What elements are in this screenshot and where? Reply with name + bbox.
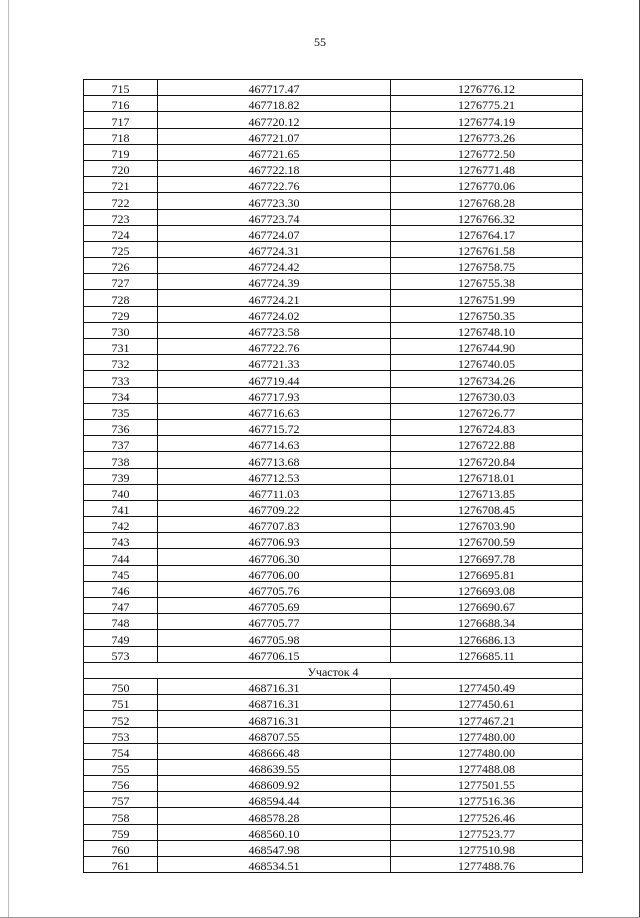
point-number-cell: 749 <box>84 630 158 646</box>
table-row <box>84 290 583 306</box>
point-number-cell: 718 <box>84 128 158 144</box>
point-number-cell: 739 <box>84 468 158 484</box>
y-coordinate-cell: 1276695.81 <box>391 565 583 581</box>
point-number-cell: 725 <box>84 241 158 257</box>
y-coordinate-cell: 1277450.61 <box>391 695 583 711</box>
x-coordinate-cell: 467721.07 <box>158 128 391 144</box>
point-number-cell: 741 <box>84 500 158 516</box>
y-coordinate-cell: 1276686.13 <box>391 630 583 646</box>
table-row <box>84 355 583 371</box>
x-coordinate-cell: 467724.21 <box>158 290 391 306</box>
table-row <box>84 225 583 241</box>
y-coordinate-cell: 1276772.50 <box>391 144 583 160</box>
table-row <box>84 808 583 824</box>
x-coordinate-cell: 467722.76 <box>158 177 391 193</box>
point-number-cell: 737 <box>84 436 158 452</box>
point-number-cell: 758 <box>84 808 158 824</box>
y-coordinate-cell: 1277501.55 <box>391 776 583 792</box>
x-coordinate-cell: 467706.30 <box>158 549 391 565</box>
table-row <box>84 792 583 808</box>
table-row <box>84 840 583 856</box>
y-coordinate-cell: 1276750.35 <box>391 306 583 322</box>
y-coordinate-cell: 1276688.34 <box>391 614 583 630</box>
y-coordinate-cell: 1276770.06 <box>391 177 583 193</box>
point-number-cell: 728 <box>84 290 158 306</box>
y-coordinate-cell: 1276740.05 <box>391 355 583 371</box>
table-row <box>84 468 583 484</box>
point-number-cell: 723 <box>84 209 158 225</box>
y-coordinate-cell: 1276726.77 <box>391 403 583 419</box>
point-number-cell: 755 <box>84 759 158 775</box>
point-number-cell: 726 <box>84 258 158 274</box>
y-coordinate-cell: 1276761.58 <box>391 241 583 257</box>
table-row <box>84 80 583 96</box>
x-coordinate-cell: 468594.44 <box>158 792 391 808</box>
y-coordinate-cell: 1276768.28 <box>391 193 583 209</box>
point-number-cell: 756 <box>84 776 158 792</box>
x-coordinate-cell: 468547.98 <box>158 840 391 856</box>
point-number-cell: 729 <box>84 306 158 322</box>
point-number-cell: 724 <box>84 225 158 241</box>
table-row <box>84 533 583 549</box>
point-number-cell: 747 <box>84 598 158 614</box>
point-number-cell: 757 <box>84 792 158 808</box>
x-coordinate-cell: 468609.92 <box>158 776 391 792</box>
point-number-cell: 742 <box>84 517 158 533</box>
point-number-cell: 748 <box>84 614 158 630</box>
x-coordinate-cell: 467716.63 <box>158 403 391 419</box>
point-number-cell: 573 <box>84 646 158 662</box>
x-coordinate-cell: 467722.76 <box>158 339 391 355</box>
y-coordinate-cell: 1277467.21 <box>391 711 583 727</box>
point-number-cell: 740 <box>84 484 158 500</box>
x-coordinate-cell: 467717.47 <box>158 80 391 96</box>
x-coordinate-cell: 467724.02 <box>158 306 391 322</box>
coordinates-table <box>83 79 583 873</box>
point-number-cell: 752 <box>84 711 158 727</box>
scan-edge-left <box>8 0 9 918</box>
table-row <box>84 436 583 452</box>
y-coordinate-cell: 1276773.26 <box>391 128 583 144</box>
point-number-cell: 731 <box>84 339 158 355</box>
table-row <box>84 776 583 792</box>
y-coordinate-cell: 1276748.10 <box>391 322 583 338</box>
table-row <box>84 614 583 630</box>
coordinates-table-body <box>84 80 583 873</box>
x-coordinate-cell: 467707.83 <box>158 517 391 533</box>
table-row <box>84 759 583 775</box>
y-coordinate-cell: 1276693.08 <box>391 581 583 597</box>
y-coordinate-cell: 1276758.75 <box>391 258 583 274</box>
y-coordinate-cell: 1277450.49 <box>391 678 583 694</box>
table-row <box>84 387 583 403</box>
x-coordinate-cell: 467721.65 <box>158 144 391 160</box>
y-coordinate-cell: 1276708.45 <box>391 500 583 516</box>
x-coordinate-cell: 467709.22 <box>158 500 391 516</box>
y-coordinate-cell: 1277488.08 <box>391 759 583 775</box>
x-coordinate-cell: 467706.93 <box>158 533 391 549</box>
table-row <box>84 646 583 662</box>
table-row <box>84 695 583 711</box>
table-row <box>84 241 583 257</box>
table-row <box>84 452 583 468</box>
x-coordinate-cell: 467712.53 <box>158 468 391 484</box>
x-coordinate-cell: 467723.74 <box>158 209 391 225</box>
table-row <box>84 743 583 759</box>
x-coordinate-cell: 467722.18 <box>158 160 391 176</box>
point-number-cell: 733 <box>84 371 158 387</box>
point-number-cell: 730 <box>84 322 158 338</box>
table-row <box>84 711 583 727</box>
point-number-cell: 715 <box>84 80 158 96</box>
table-row <box>84 727 583 743</box>
y-coordinate-cell: 1276685.11 <box>391 646 583 662</box>
x-coordinate-cell: 467723.58 <box>158 322 391 338</box>
table-row <box>84 306 583 322</box>
table-row <box>84 549 583 565</box>
y-coordinate-cell: 1277510.98 <box>391 840 583 856</box>
x-coordinate-cell: 467723.30 <box>158 193 391 209</box>
x-coordinate-cell: 467706.00 <box>158 565 391 581</box>
y-coordinate-cell: 1276771.48 <box>391 160 583 176</box>
point-number-cell: 722 <box>84 193 158 209</box>
table-row <box>84 857 583 873</box>
table-row <box>84 484 583 500</box>
x-coordinate-cell: 467721.33 <box>158 355 391 371</box>
point-number-cell: 751 <box>84 695 158 711</box>
y-coordinate-cell: 1277480.00 <box>391 727 583 743</box>
x-coordinate-cell: 467724.31 <box>158 241 391 257</box>
x-coordinate-cell: 467719.44 <box>158 371 391 387</box>
y-coordinate-cell: 1276744.90 <box>391 339 583 355</box>
point-number-cell: 717 <box>84 112 158 128</box>
x-coordinate-cell: 468534.51 <box>158 857 391 873</box>
table-row <box>84 371 583 387</box>
table-row <box>84 565 583 581</box>
y-coordinate-cell: 1277526.46 <box>391 808 583 824</box>
x-coordinate-cell: 467717.93 <box>158 387 391 403</box>
x-coordinate-cell: 468707.55 <box>158 727 391 743</box>
section-row <box>84 662 583 678</box>
table-row <box>84 112 583 128</box>
point-number-cell: 736 <box>84 419 158 435</box>
point-number-cell: 746 <box>84 581 158 597</box>
y-coordinate-cell: 1276775.21 <box>391 96 583 112</box>
y-coordinate-cell: 1276722.88 <box>391 436 583 452</box>
table-row <box>84 824 583 840</box>
table-row <box>84 517 583 533</box>
x-coordinate-cell: 467714.63 <box>158 436 391 452</box>
table-row <box>84 419 583 435</box>
point-number-cell: 754 <box>84 743 158 759</box>
x-coordinate-cell: 467724.39 <box>158 274 391 290</box>
x-coordinate-cell: 468560.10 <box>158 824 391 840</box>
table-row <box>84 274 583 290</box>
point-number-cell: 720 <box>84 160 158 176</box>
point-number-cell: 759 <box>84 824 158 840</box>
y-coordinate-cell: 1276766.32 <box>391 209 583 225</box>
y-coordinate-cell: 1276764.17 <box>391 225 583 241</box>
table-row <box>84 160 583 176</box>
table-row <box>84 322 583 338</box>
x-coordinate-cell: 468578.28 <box>158 808 391 824</box>
table-row <box>84 630 583 646</box>
y-coordinate-cell: 1277516.36 <box>391 792 583 808</box>
point-number-cell: 743 <box>84 533 158 549</box>
x-coordinate-cell: 467715.72 <box>158 419 391 435</box>
x-coordinate-cell: 468666.48 <box>158 743 391 759</box>
point-number-cell: 738 <box>84 452 158 468</box>
y-coordinate-cell: 1276700.59 <box>391 533 583 549</box>
x-coordinate-cell: 467724.07 <box>158 225 391 241</box>
point-number-cell: 760 <box>84 840 158 856</box>
x-coordinate-cell: 467705.98 <box>158 630 391 646</box>
table-row <box>84 403 583 419</box>
table-row <box>84 177 583 193</box>
x-coordinate-cell: 467718.82 <box>158 96 391 112</box>
y-coordinate-cell: 1276713.85 <box>391 484 583 500</box>
y-coordinate-cell: 1276774.19 <box>391 112 583 128</box>
y-coordinate-cell: 1277488.76 <box>391 857 583 873</box>
x-coordinate-cell: 467705.76 <box>158 581 391 597</box>
y-coordinate-cell: 1276755.38 <box>391 274 583 290</box>
x-coordinate-cell: 468716.31 <box>158 711 391 727</box>
point-number-cell: 735 <box>84 403 158 419</box>
x-coordinate-cell: 467720.12 <box>158 112 391 128</box>
y-coordinate-cell: 1277480.00 <box>391 743 583 759</box>
y-coordinate-cell: 1276751.99 <box>391 290 583 306</box>
point-number-cell: 761 <box>84 857 158 873</box>
y-coordinate-cell: 1276690.67 <box>391 598 583 614</box>
x-coordinate-cell: 467711.03 <box>158 484 391 500</box>
table-row <box>84 258 583 274</box>
y-coordinate-cell: 1276776.12 <box>391 80 583 96</box>
table-row <box>84 193 583 209</box>
table-row <box>84 209 583 225</box>
x-coordinate-cell: 468716.31 <box>158 695 391 711</box>
point-number-cell: 719 <box>84 144 158 160</box>
page-number: 55 <box>314 35 326 49</box>
x-coordinate-cell: 467705.69 <box>158 598 391 614</box>
x-coordinate-cell: 467724.42 <box>158 258 391 274</box>
point-number-cell: 745 <box>84 565 158 581</box>
table-row <box>84 128 583 144</box>
y-coordinate-cell: 1276697.78 <box>391 549 583 565</box>
y-coordinate-cell: 1276730.03 <box>391 387 583 403</box>
y-coordinate-cell: 1276720.84 <box>391 452 583 468</box>
y-coordinate-cell: 1277523.77 <box>391 824 583 840</box>
point-number-cell: 732 <box>84 355 158 371</box>
point-number-cell: 750 <box>84 678 158 694</box>
table-row <box>84 598 583 614</box>
point-number-cell: 727 <box>84 274 158 290</box>
table-row <box>84 96 583 112</box>
x-coordinate-cell: 467705.77 <box>158 614 391 630</box>
y-coordinate-cell: 1276718.01 <box>391 468 583 484</box>
point-number-cell: 744 <box>84 549 158 565</box>
section-title: Участок 4 <box>84 662 583 678</box>
y-coordinate-cell: 1276703.90 <box>391 517 583 533</box>
point-number-cell: 716 <box>84 96 158 112</box>
point-number-cell: 753 <box>84 727 158 743</box>
table-row <box>84 500 583 516</box>
y-coordinate-cell: 1276734.26 <box>391 371 583 387</box>
point-number-cell: 734 <box>84 387 158 403</box>
x-coordinate-cell: 467713.68 <box>158 452 391 468</box>
x-coordinate-cell: 467706.15 <box>158 646 391 662</box>
table-row <box>84 339 583 355</box>
y-coordinate-cell: 1276724.83 <box>391 419 583 435</box>
table-row <box>84 678 583 694</box>
table-row <box>84 581 583 597</box>
point-number-cell: 721 <box>84 177 158 193</box>
x-coordinate-cell: 468639.55 <box>158 759 391 775</box>
x-coordinate-cell: 468716.31 <box>158 678 391 694</box>
table-row <box>84 144 583 160</box>
